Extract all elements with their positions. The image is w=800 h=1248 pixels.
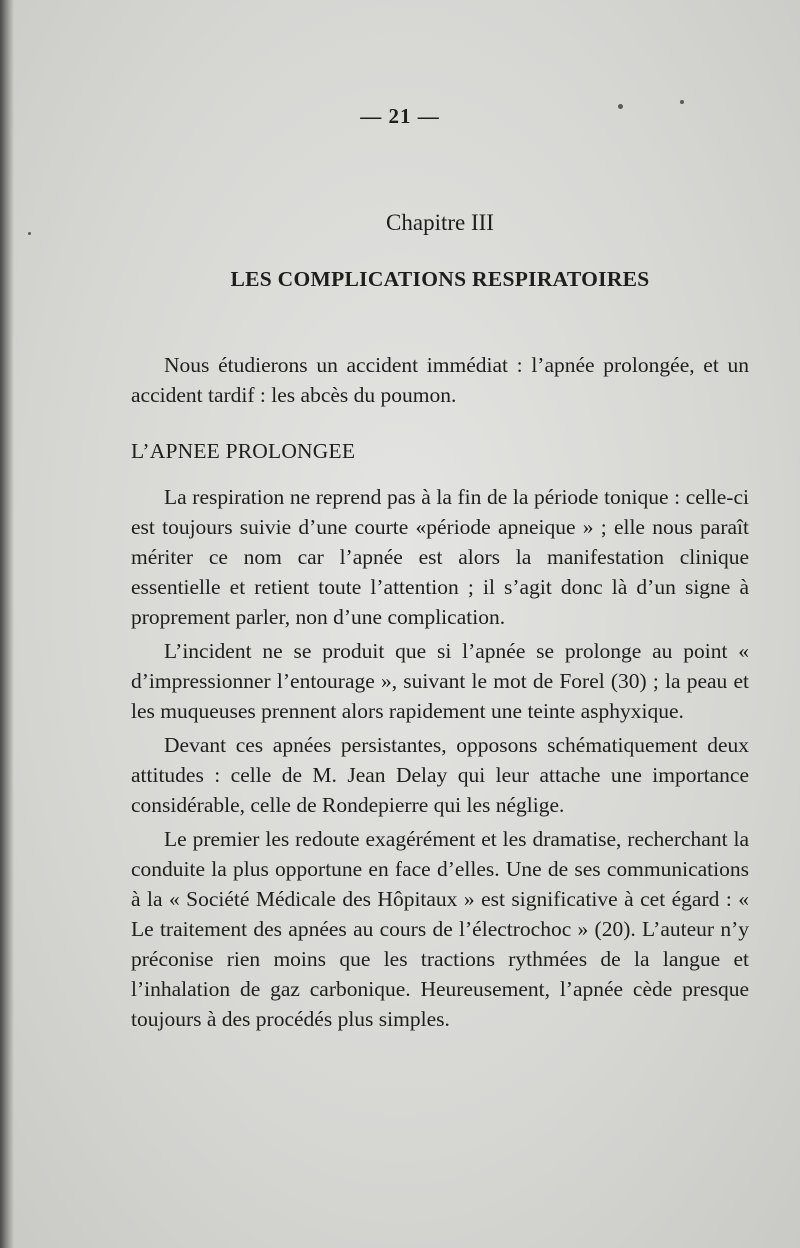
intro-paragraph: Nous étudierons un accident immédiat : l’apnée prolongée, et un accident tardif : les abcès du poumon. [131,353,749,407]
paragraph-3: Devant ces apnées persistantes, opposons schématiquement deux attitudes : celle de M. Jean Delay qui leur attache une importance considérable, celle de Rondepierre qui les néglige. [131,733,749,817]
binding-shadow [0,0,14,1248]
paragraph-1: La respiration ne reprend pas à la fin de la période tonique : celle-ci est toujours suivie d’une courte «période apneique » ; elle nous paraît mériter ce nom car l’apnée est alors la manifestation clinique essentielle et retient toute l’attention ; il s’agit donc là d’un signe à proprement parler, non d’une complication. [131,485,749,629]
chapter-title: LES COMPLICATIONS RESPIRATOIRES [230,267,650,291]
section-heading: L’APNEE PROLONGEE [131,439,356,463]
page-number: — 21 — [360,104,440,128]
paragraph-4: Le premier les redoute exagérément et les dramatise, recherchant la conduite la plus opportune en face d’elles. Une de ses communications à la « Société Médicale des Hôpitaux » est significative à cet égard : « Le traitement des apnées au cours de l’électrochoc » (20). L’auteur n’y préconise rien moins que les tractions rythmées de la langue et l’inhalation de gaz carbonique. Heureusement, l’apnée cède presque toujours à des procédés plus simples. [131,827,749,1031]
paragraph-2: L’incident ne se produit que si l’apnée se prolonge au point « d’impressionner l’entourage », suivant le mot de Forel (30) ; la peau et les muqueuses prennent alors rapidement une teinte asphyxique. [131,639,749,723]
chapter-label: Chapitre III [386,210,494,235]
body-text [131,350,749,1038]
